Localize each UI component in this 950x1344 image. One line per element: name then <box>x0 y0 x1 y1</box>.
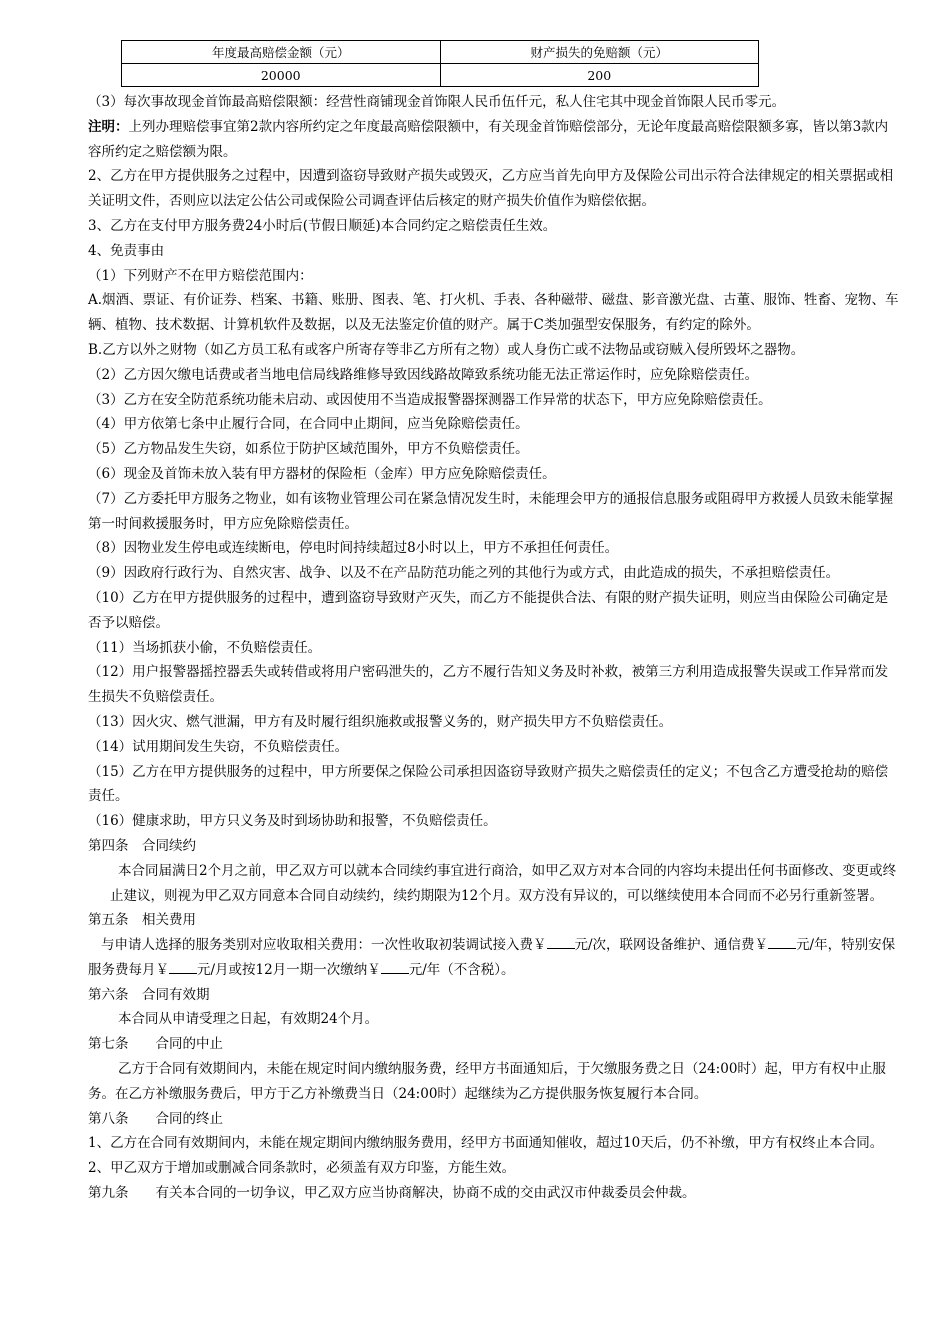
article-8-item-2: 2、甲乙双方于增加或删减合同条款时，必须盖有双方印鉴，方能生效。 <box>88 1160 516 1177</box>
article-4-text: 本合同届满日2个月之前，甲乙双方可以就本合同续约事宜进行商洽，如甲乙双方对本合同的内容均未提出任何书面修改、变更或终止建议，则视为甲乙双方同意本合同自动续约，续约期限为12个月。双方没有异议的，可以继续使用本合同而不必另行重新签署。 <box>110 862 897 904</box>
exemption-14: （14）试用期间发生失窃，不负赔偿责任。 <box>88 738 349 755</box>
exemption-6: （6）现金及首饰未放入装有甲方器材的保险柜（金库）甲方应免除赔偿责任。 <box>88 465 556 482</box>
table-header-cell: 年度最高赔偿金额（元） <box>122 41 441 64</box>
table-cell: 200 <box>440 64 759 87</box>
exemption-13: （13）因火灾、燃气泄漏，甲方有及时履行组织施救或报警义务的，财产损失甲方不负赔偿责任。 <box>88 713 673 730</box>
clause-3: 3、乙方在支付甲方服务费24小时后(节假日顺延)本合同约定之赔偿责任生效。 <box>88 217 557 234</box>
exemption-11: （11）当场抓获小偷，不负赔偿责任。 <box>88 639 322 656</box>
table-cell: 20000 <box>122 64 441 87</box>
article-5-text <box>88 933 900 983</box>
article-8-title: 第八条 合同的终止 <box>88 1110 223 1127</box>
exemption-10: （10）乙方在甲方提供服务的过程中，遭到盗窃导致财产灭失，而乙方不能提供合法、有限的财产损失证明，则应当由保险公司确定是否予以赔偿。 <box>88 589 889 631</box>
exemption-1: （1）下列财产不在甲方赔偿范围内： <box>88 267 313 284</box>
note-label: 注明： <box>88 118 129 135</box>
fee-blank-monthly[interactable] <box>169 959 197 974</box>
fee-text-2: 元/次，联网设备维护、通信费￥ <box>574 937 769 954</box>
exemption-8: （8）因物业发生停电或连续断电，停电时间持续超过8小时以上，甲方不承担任何责任。 <box>88 540 619 557</box>
exemption-4: （4）甲方依第七条中止履行合同，在合同中止期间，应当免除赔偿责任。 <box>88 416 529 433</box>
exemption-a: A.烟酒、票证、有价证券、档案、书籍、账册、图表、笔、打火机、手表、各种磁带、磁盘、影音激光盘、古董、服饰、牲畜、宠物、车辆、植物、技术数据、计算机软件及数据，以及无法鉴定价值的财产。属于C类加强型安保服务，有约定的除外。 <box>88 292 899 334</box>
fee-blank-install[interactable] <box>547 934 575 949</box>
article-6-title: 第六条 合同有效期 <box>88 986 210 1003</box>
exemption-7: （7）乙方委托甲方服务之物业，如有该物业管理公司在紧急情况发生时，未能理会甲方的通报信息服务或阻碍甲方救援人员致未能掌握第一时间救援服务时，甲方应免除赔偿责任。 <box>88 490 894 532</box>
table-header-row <box>122 41 759 64</box>
fee-blank-annual[interactable] <box>381 959 409 974</box>
exemption-16: （16）健康求助，甲方只义务及时到场协助和报警，不负赔偿责任。 <box>88 813 497 830</box>
exemption-9: （9）因政府行政行为、自然灾害、战争、以及不在产品防范功能之列的其他行为或方式，由此造成的损失，不承担赔偿责任。 <box>88 565 840 582</box>
table-row <box>122 64 759 87</box>
clause-3-limit: （3）每次事故现金首饰最高赔偿限额：经营性商铺现金首饰限人民币伍仟元，私人住宅其中现金首饰限人民币零元。 <box>88 94 786 110</box>
clause-2: 2、乙方在甲方提供服务之过程中，因遭到盗窃导致财产损失或毁灭，乙方应当首先向甲方及保险公司出示符合法律规定的相关票据或相关证明文件，否则应以法定公估公司或保险公司调查评估后核定的财产损失价值作为赔偿依据。 <box>88 168 894 210</box>
fee-text-3: 元/年，特别安保服务费每月￥ <box>88 937 896 978</box>
exemption-5: （5）乙方物品发生失窃，如系位于防护区域范围外，甲方不负赔偿责任。 <box>88 441 529 458</box>
fee-text-1: 与申请人选择的服务类别对应收取相关费用：一次性收取初装调试接入费￥ <box>101 937 547 954</box>
fee-blank-network[interactable] <box>768 934 796 949</box>
table-header-cell: 财产损失的免赔额（元） <box>440 41 759 64</box>
exemption-3: （3）乙方在安全防范系统功能未启动、或因使用不当造成报警器探测器工作异常的状态下，甲方应免除赔偿责任。 <box>88 391 772 408</box>
article-8-item-1: 1、乙方在合同有效期间内，未能在规定期间内缴纳服务费用，经甲方书面通知催收，超过10天后，仍不补缴，甲方有权终止本合同。 <box>88 1135 884 1152</box>
note-text: 上列办理赔偿事宜第2款内容所约定之年度最高赔偿限额中，有关现金首饰赔偿部分，无论年度最高赔偿限额多寡，皆以第3款内容所约定之赔偿额为限。 <box>88 118 889 160</box>
fee-text-4: 元/月或按12月一期一次缴纳￥ <box>197 961 381 978</box>
article-6-text: 本合同从申请受理之日起，有效期24个月。 <box>118 1011 379 1028</box>
exemption-b: B.乙方以外之财物（如乙方员工私有或客户所寄存等非乙方所有之物）或人身伤亡或不法物品或窃贼入侵所毁坏之器物。 <box>88 341 805 358</box>
exemption-12: （12）用户报警器摇控器丢失或转借或将用户密码泄失的，乙方不履行告知义务及时补救，被第三方利用造成报警失误或工作异常而发生损失不负赔偿责任。 <box>88 664 889 706</box>
exemption-15: （15）乙方在甲方提供服务的过程中，甲方所要保之保险公司承担因盗窃导致财产损失之赔偿责任的定义；不包含乙方遭受抢劫的赔偿责任。 <box>88 763 889 805</box>
contract-page <box>88 40 900 1206</box>
note-paragraph <box>88 115 900 165</box>
clause-4-title: 4、免责事由 <box>88 242 165 259</box>
article-5-title: 第五条 相关费用 <box>88 912 196 929</box>
article-7-text: 乙方于合同有效期间内，未能在规定时间内缴纳服务费，经甲方书面通知后，于欠缴服务费之日（24:00时）起，甲方有权中止服务。在乙方补缴服务费后，甲方于乙方补缴费当日（24:00时）起继续为乙方提供服务恢复履行本合同。 <box>88 1061 886 1102</box>
fee-text-5: 元/年（不含税）。 <box>408 961 515 978</box>
compensation-table <box>121 40 759 87</box>
article-7-title: 第七条 合同的中止 <box>88 1036 223 1053</box>
article-9: 第九条 有关本合同的一切争议，甲乙双方应当协商解决，协商不成的交由武汉市仲裁委员会仲裁。 <box>88 1185 696 1202</box>
exemption-2: （2）乙方因欠缴电话费或者当地电信局线路维修导致因线路故障致系统功能无法正常运作时，应免除赔偿责任。 <box>88 366 759 383</box>
article-4-title: 第四条 合同续约 <box>88 837 196 854</box>
